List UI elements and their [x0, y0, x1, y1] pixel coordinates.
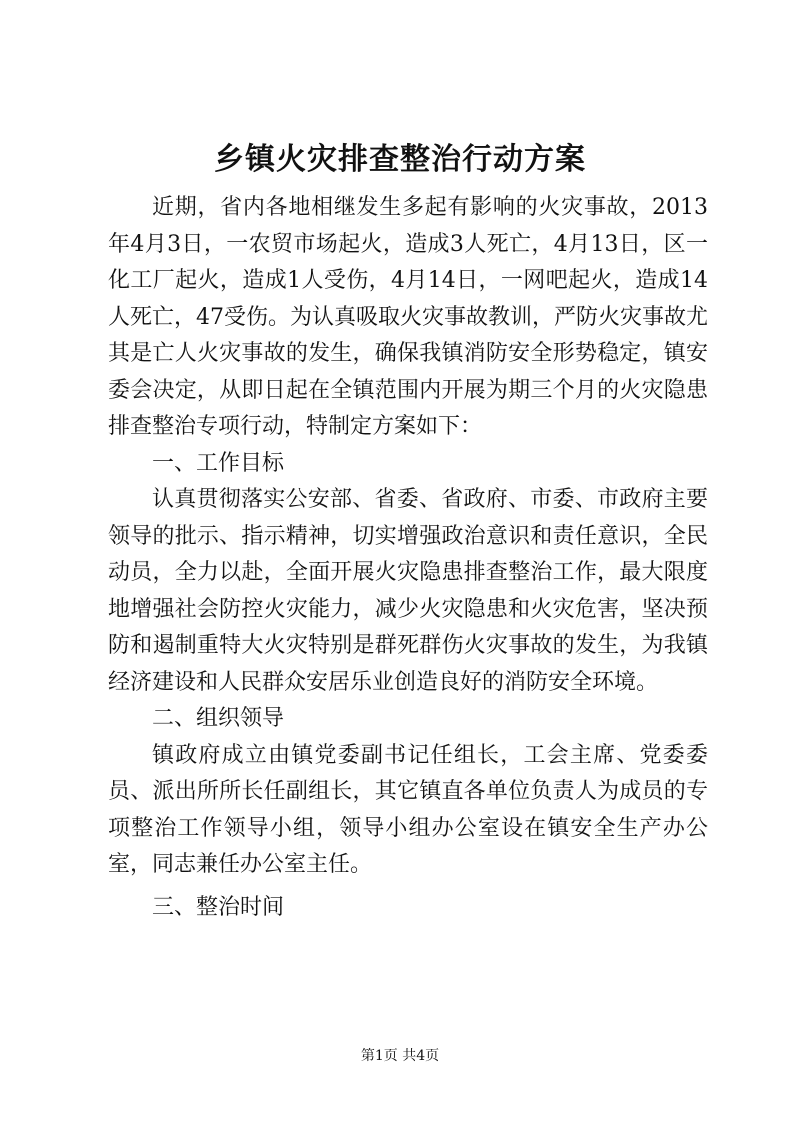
document-body	[108, 190, 708, 926]
section-heading-goals: 一、工作目标	[152, 450, 285, 476]
goals-paragraph: 认真贯彻落实公安部、省委、省政府、市委、市政府主要领导的批示、指示精神，切实增强政治意识和责任意识，全民动员，全力以赴，全面开展火灾隐患排查整治工作，最大限度地增强社会防控火灾能力，减少火灾隐患和火灾危害，坚决预防和遏制重特大火灾特别是群死群伤火灾事故的发生，为我镇经济建设和人民群众安居乐业创造良好的消防安全环境。	[108, 487, 708, 695]
document-title: 乡镇火灾排查整治行动方案	[214, 142, 586, 177]
intro-paragraph: 近期，省内各地相继发生多起有影响的火灾事故，2013年4月3日，一农贸市场起火，造成3人死亡，4月13日，区一化工厂起火，造成1人受伤，4月14日，一网吧起火，造成14人死亡，47受伤。为认真吸取火灾事故教训，严防火灾事故尤其是亡人火灾事故的发生，确保我镇消防安全形势稳定，镇安委会决定，从即日起在全镇范围内开展为期三个月的火灾隐患排查整治专项行动，特制定方案如下：	[108, 195, 708, 439]
section-heading-schedule: 三、整治时间	[152, 894, 285, 920]
section-heading-leadership: 二、组织领导	[152, 706, 285, 731]
page-number: 第1页 共4页	[360, 1048, 440, 1064]
leadership-paragraph: 镇政府成立由镇党委副书记任组长，工会主席、党委委员、派出所所长任副组长，其它镇直各单位负责人为成员的专项整治工作领导小组，领导小组办公室设在镇安全生产办公室，同志兼任办公室主任。	[108, 742, 708, 877]
